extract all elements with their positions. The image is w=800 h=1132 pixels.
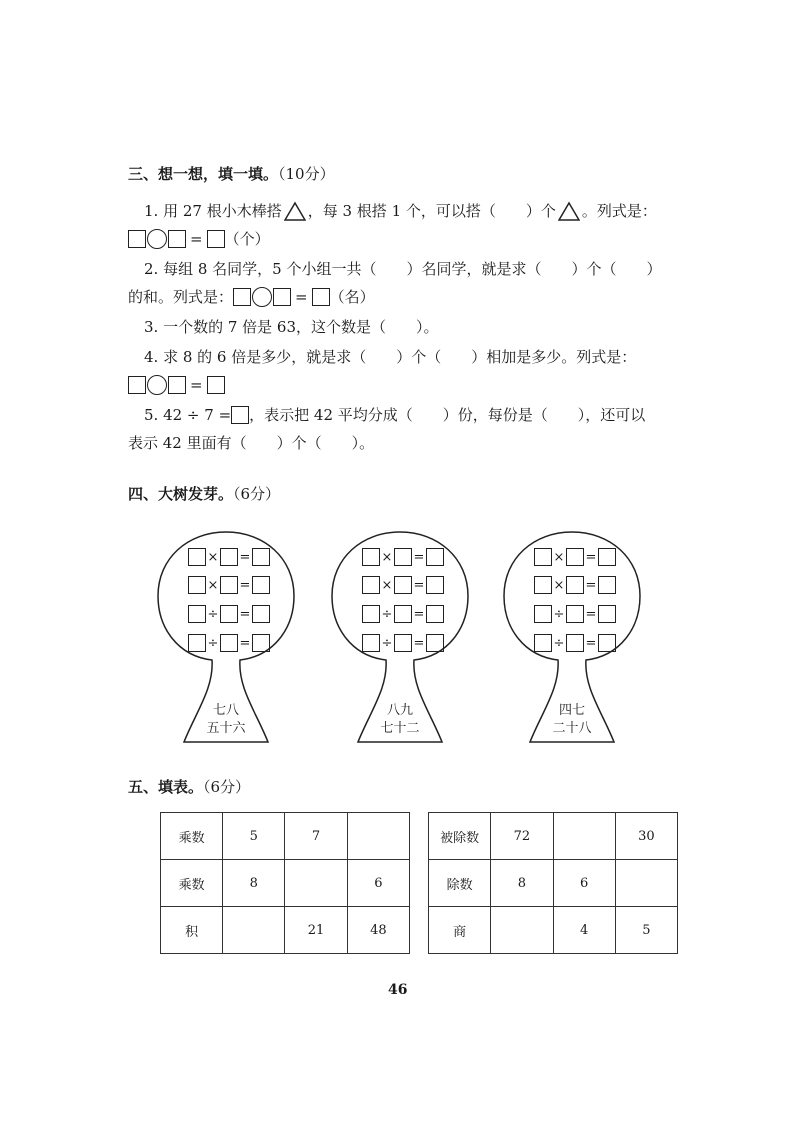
tree-3 <box>502 528 642 748</box>
section3-heading: 三、想一想，填一填。（10分） <box>128 165 335 183</box>
answer-box[interactable] <box>168 230 186 248</box>
answer-box[interactable] <box>220 576 238 594</box>
equals-sign: = <box>190 376 203 394</box>
answer-box[interactable] <box>394 605 412 623</box>
equation-row: × = <box>188 576 270 594</box>
operator-circle[interactable] <box>252 287 272 307</box>
operator-circle[interactable] <box>147 229 167 249</box>
answer-box[interactable] <box>362 634 380 652</box>
equation-row: ÷ = <box>188 634 270 652</box>
table-row: 被除数 72 30 <box>429 813 678 860</box>
answer-box[interactable] <box>566 634 584 652</box>
answer-box[interactable] <box>252 634 270 652</box>
tree-1 <box>156 528 296 748</box>
answer-box[interactable] <box>362 576 380 594</box>
page-number: 46 <box>388 982 408 998</box>
answer-box[interactable] <box>252 605 270 623</box>
answer-box[interactable] <box>207 230 225 248</box>
table-row: 积 21 48 <box>161 907 410 954</box>
triangle-icon <box>284 201 306 221</box>
table-row: 除数 8 6 <box>429 860 678 907</box>
answer-box[interactable] <box>362 548 380 566</box>
tree-2 <box>330 528 470 748</box>
answer-box[interactable] <box>426 576 444 594</box>
answer-box[interactable] <box>534 576 552 594</box>
answer-box[interactable] <box>426 634 444 652</box>
operator-circle[interactable] <box>147 375 167 395</box>
answer-box[interactable] <box>566 548 584 566</box>
answer-box[interactable] <box>312 288 330 306</box>
question-1: 1. 用 27 根小木棒搭 ，每 3 根搭 1 个，可以搭（ ）个 。列式是： <box>144 202 657 220</box>
answer-box[interactable] <box>188 548 206 566</box>
answer-box[interactable] <box>534 634 552 652</box>
question-3: 3. 一个数的 7 倍是 63，这个数是（ ）。 <box>144 318 439 336</box>
multiplication-table <box>160 812 410 954</box>
answer-box[interactable] <box>231 406 249 424</box>
answer-box[interactable] <box>566 576 584 594</box>
equation-row: ÷ = <box>188 605 270 623</box>
question-4: 4. 求 8 的 6 倍是多少，就是求（ ）个（ ）相加是多少。列式是： <box>144 348 637 366</box>
answer-box[interactable] <box>188 634 206 652</box>
equals-sign: = <box>295 288 308 306</box>
answer-box[interactable] <box>188 605 206 623</box>
answer-box[interactable] <box>598 548 616 566</box>
tree-trunk-label: 四七 二十八 <box>552 703 592 736</box>
question-5-line2: 表示 42 里面有（ ）个（ ）。 <box>128 434 375 452</box>
answer-box[interactable] <box>394 548 412 566</box>
section5-heading: 五、填表。（6分） <box>128 778 251 796</box>
question-2: 2. 每组 8 名同学，5 个小组一共（ ）名同学，就是求（ ）个（ ） <box>144 260 662 278</box>
question-5: 5. 42 ÷ 7 = ，表示把 42 平均分成（ ）份，每份是（ ），还可以 <box>144 406 646 424</box>
answer-box[interactable] <box>534 548 552 566</box>
answer-box[interactable] <box>233 288 251 306</box>
answer-box[interactable] <box>598 576 616 594</box>
table-row: 乘数 5 7 <box>161 813 410 860</box>
answer-box[interactable] <box>128 230 146 248</box>
answer-box[interactable] <box>426 548 444 566</box>
answer-box[interactable] <box>128 376 146 394</box>
answer-box[interactable] <box>598 634 616 652</box>
answer-box[interactable] <box>273 288 291 306</box>
answer-box[interactable] <box>426 605 444 623</box>
question-1-formula: = （个） <box>128 228 270 250</box>
equation-row: ÷ = <box>362 634 444 652</box>
equation-row: × = <box>362 548 444 566</box>
section4-heading: 四、大树发芽。（6分） <box>128 485 281 503</box>
equation-row: × = <box>534 576 616 594</box>
answer-box[interactable] <box>188 576 206 594</box>
division-table <box>428 812 678 954</box>
equals-sign: = <box>190 230 203 248</box>
answer-box[interactable] <box>362 605 380 623</box>
question-4-formula <box>128 374 225 396</box>
answer-box[interactable] <box>394 576 412 594</box>
answer-box[interactable] <box>207 376 225 394</box>
table-row: 商 4 5 <box>429 907 678 954</box>
equation-row: × = <box>362 576 444 594</box>
answer-box[interactable] <box>394 634 412 652</box>
tree-trunk-label: 七八 五十六 <box>206 703 246 736</box>
answer-box[interactable] <box>168 376 186 394</box>
answer-box[interactable] <box>598 605 616 623</box>
triangle-icon <box>558 201 580 221</box>
answer-box[interactable] <box>220 548 238 566</box>
answer-box[interactable] <box>252 548 270 566</box>
answer-box[interactable] <box>252 576 270 594</box>
equation-row: ÷ = <box>534 634 616 652</box>
equation-row: × = <box>188 548 270 566</box>
equation-row: × = <box>534 548 616 566</box>
answer-box[interactable] <box>534 605 552 623</box>
equation-row: ÷ = <box>534 605 616 623</box>
tree-trunk-label: 八九 七十二 <box>380 703 420 736</box>
table-row: 乘数 8 6 <box>161 860 410 907</box>
answer-box[interactable] <box>220 634 238 652</box>
question-2-formula: 的和。列式是： = （名） <box>128 288 375 306</box>
answer-box[interactable] <box>220 605 238 623</box>
answer-box[interactable] <box>566 605 584 623</box>
equation-row: ÷ = <box>362 605 444 623</box>
